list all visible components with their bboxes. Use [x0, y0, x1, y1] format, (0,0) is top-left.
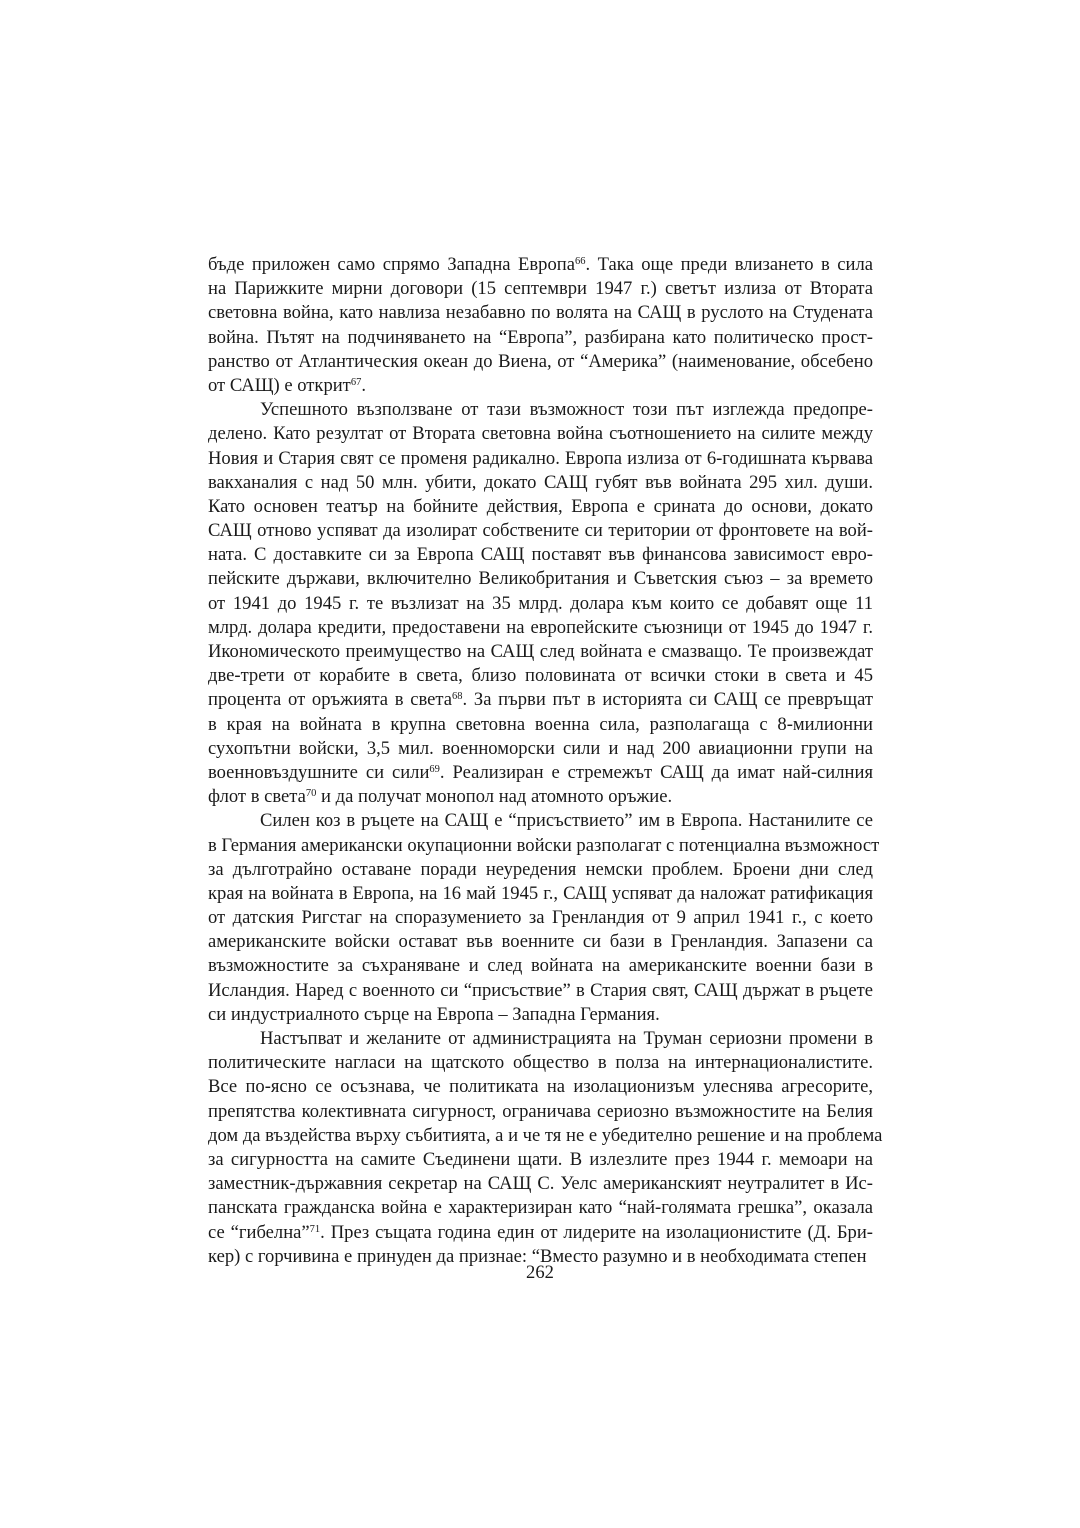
text-run: американските войски остават във военните си бази в Гренландия. Запазени са	[208, 931, 873, 953]
text-line	[208, 350, 873, 374]
text-run: от датския Ригстаг на споразумението за Гренландия от 9 април 1941 г., с което	[208, 907, 873, 929]
text-line	[208, 1100, 873, 1124]
text-run: в Германия американски окупационни войски разполагат с потенциална възможност	[208, 834, 880, 856]
text-run: и да получат монопол над атомното оръжие.	[316, 786, 673, 808]
text-line	[208, 543, 873, 567]
text-run: препятства колективната сигурност, ограничава сериозно възможностите на Белия	[208, 1100, 873, 1122]
text-line	[208, 664, 873, 688]
text-line	[208, 471, 873, 495]
text-run: ната. С доставките си за Европа САЩ поставят във финансова зависимост евро-	[208, 544, 873, 566]
text-line	[208, 1221, 873, 1245]
text-line	[208, 616, 873, 640]
text-run: Успешното възползване от тази възможност този път изглежда предопре-	[260, 399, 873, 421]
text-run: Като основен театър на бойните действия, Европа е срината до основи, докато	[208, 495, 873, 517]
text-line	[208, 640, 873, 664]
text-line	[208, 301, 873, 325]
text-run: . За първи път в историята си САЩ се превръщат	[462, 689, 873, 711]
text-run: заместник-държавния секретар на САЩ С. Уелс американският неутралитет в Ис-	[208, 1173, 873, 1195]
text-run: пейските държави, включително Великобритания и Съветския съюз – за времето	[208, 568, 873, 590]
text-run: сухопътни войски, 3,5 мил. военноморски сили и над 200 авиационни групи на	[208, 737, 873, 759]
text-line	[208, 930, 873, 954]
text-run: се “гибелна”	[208, 1221, 310, 1243]
paragraph-2	[208, 398, 873, 809]
page-number: 262	[526, 1262, 554, 1283]
text-line	[208, 1124, 883, 1148]
footnote-reference: 69	[429, 764, 440, 776]
text-run: делено. Като резултат от Втората световна война съотношението на силите между	[208, 423, 873, 445]
text-run: две-трети от корабите в света, близо половината от всички стоки в света и 45	[208, 665, 873, 687]
text-line	[208, 737, 873, 761]
text-run: панската гражданска война е характеризиран като “най-голямата грешка”, оказала	[208, 1197, 873, 1219]
text-line	[208, 519, 873, 543]
text-run: Икономическото преимущество на САЩ след войната е смазващо. Те произвеждат	[208, 641, 873, 662]
text-run: Настъпват и желаните от администрацията на Труман сериозни промени в	[260, 1028, 873, 1049]
text-line	[208, 954, 873, 978]
text-run: .	[361, 374, 366, 396]
text-run: бъде приложен само спрямо Западна Европа	[208, 254, 575, 275]
text-line	[208, 567, 873, 591]
text-line	[208, 1027, 873, 1051]
text-line	[208, 1172, 873, 1196]
footnote-reference: 66	[574, 256, 586, 268]
text-run: в края на войната в крупна световна военна сила, разполагаща с 8-милионни	[208, 713, 873, 735]
text-line	[208, 374, 873, 398]
text-line	[208, 713, 873, 737]
text-line	[208, 398, 873, 422]
text-line	[208, 326, 873, 350]
text-line	[208, 1051, 873, 1075]
text-run: края на войната в Европа, на 16 май 1945 г., САЩ успяват да наложат ратификация	[208, 882, 873, 904]
text-run: Силен коз в ръцете на САЩ е “присъствието” им в Европа. Настанилите се	[260, 810, 873, 832]
text-run: вакханалия с над 50 млн. убити, докато САЩ губят във войната 295 хил. души.	[208, 471, 873, 493]
text-run: Новия и Стария свят се променя радикално. Европа излиза от 6-годишната кървава	[208, 447, 873, 469]
text-run: . Реализиран е стремежът САЩ да имат най-силния	[439, 761, 873, 783]
text-line	[208, 253, 873, 277]
text-line	[208, 495, 873, 519]
footnote-reference: 70	[305, 788, 317, 800]
footnote-reference: 68	[452, 691, 463, 703]
text-run: кер) с горчивина е принуден да признае: “Вместо разумно и в необходимата степен	[208, 1245, 867, 1267]
text-run: ранство от Атлантическия океан до Виена, от “Америка” (наименование, обсебено	[208, 350, 873, 372]
text-run: Исландия. Наред с военното си “присъствие” в Стария свят, САЩ държат в ръцете	[208, 979, 873, 1001]
text-run: от 1941 до 1945 г. те възлизат на 35 млрд. долара към които се добавят още 11	[208, 592, 873, 614]
text-run: си индустриалното сърце на Европа – Западна Германия.	[208, 1003, 660, 1025]
text-run: . Така още преди влизането в сила	[585, 254, 874, 275]
text-run: САЩ отново успяват да изолират собствените си територии от фронтовете на вой-	[208, 520, 873, 542]
text-line	[208, 447, 873, 471]
text-line	[208, 1196, 873, 1220]
text-line	[208, 882, 873, 906]
text-run: Все по-ясно се осъзнава, че политиката на изолационизъм улеснява агресорите,	[208, 1076, 873, 1098]
text-run: от САЩ) е открит	[208, 374, 351, 396]
text-run: за сигурността на самите Съединени щати. В излезлите през 1944 г. мемоари на	[208, 1148, 873, 1170]
text-line	[208, 979, 873, 1003]
text-run: възможностите за съхраняване и след войната на американските военни бази в	[208, 955, 873, 977]
text-line	[208, 422, 873, 446]
text-run: флот в света	[208, 786, 306, 808]
footnote-reference: 67	[350, 377, 362, 389]
paragraph-1	[208, 253, 873, 398]
text-line	[208, 834, 880, 858]
text-line	[208, 809, 873, 833]
text-run: война. Пътят на подчиняването на “Европа”, разбирана като политическо прост-	[208, 326, 873, 348]
text-line	[208, 688, 873, 712]
footnote-reference: 71	[309, 1223, 321, 1235]
paragraph-3	[208, 809, 880, 1027]
text-line	[208, 906, 873, 930]
text-line	[208, 761, 873, 785]
text-line	[208, 1148, 873, 1172]
text-run: на Парижките мирни договори (15 септември 1947 г.) светът излиза от Втората	[208, 278, 873, 300]
text-run: дом да въздейства върху събитията, а и че тя не е убедително решение и на проблема	[208, 1124, 883, 1146]
document-body	[208, 253, 883, 1269]
text-line	[208, 785, 873, 809]
text-run: млрд. долара кредити, предоставени на европейските съюзници от 1945 до 1947 г.	[208, 616, 873, 638]
text-line	[208, 1075, 873, 1099]
paragraph-4	[208, 1027, 883, 1269]
text-line	[208, 858, 873, 882]
text-run: световна война, като навлиза незабавно по волята на САЩ в руслото на Студената	[208, 302, 873, 324]
text-run: политическите нагласи на щатското общество в полза на интернационалистите.	[208, 1052, 873, 1074]
text-run: процента от оръжията в света	[208, 689, 453, 711]
text-line	[208, 1003, 873, 1027]
text-line	[208, 277, 873, 301]
text-run: . През същата година един от лидерите на изолационистите (Д. Бри-	[320, 1221, 873, 1243]
text-line	[208, 592, 873, 616]
text-run: военновъздушните си сили	[208, 761, 430, 783]
text-run: за дълготрайно оставане поради неуредения немски проблем. Броени дни след	[208, 858, 873, 880]
